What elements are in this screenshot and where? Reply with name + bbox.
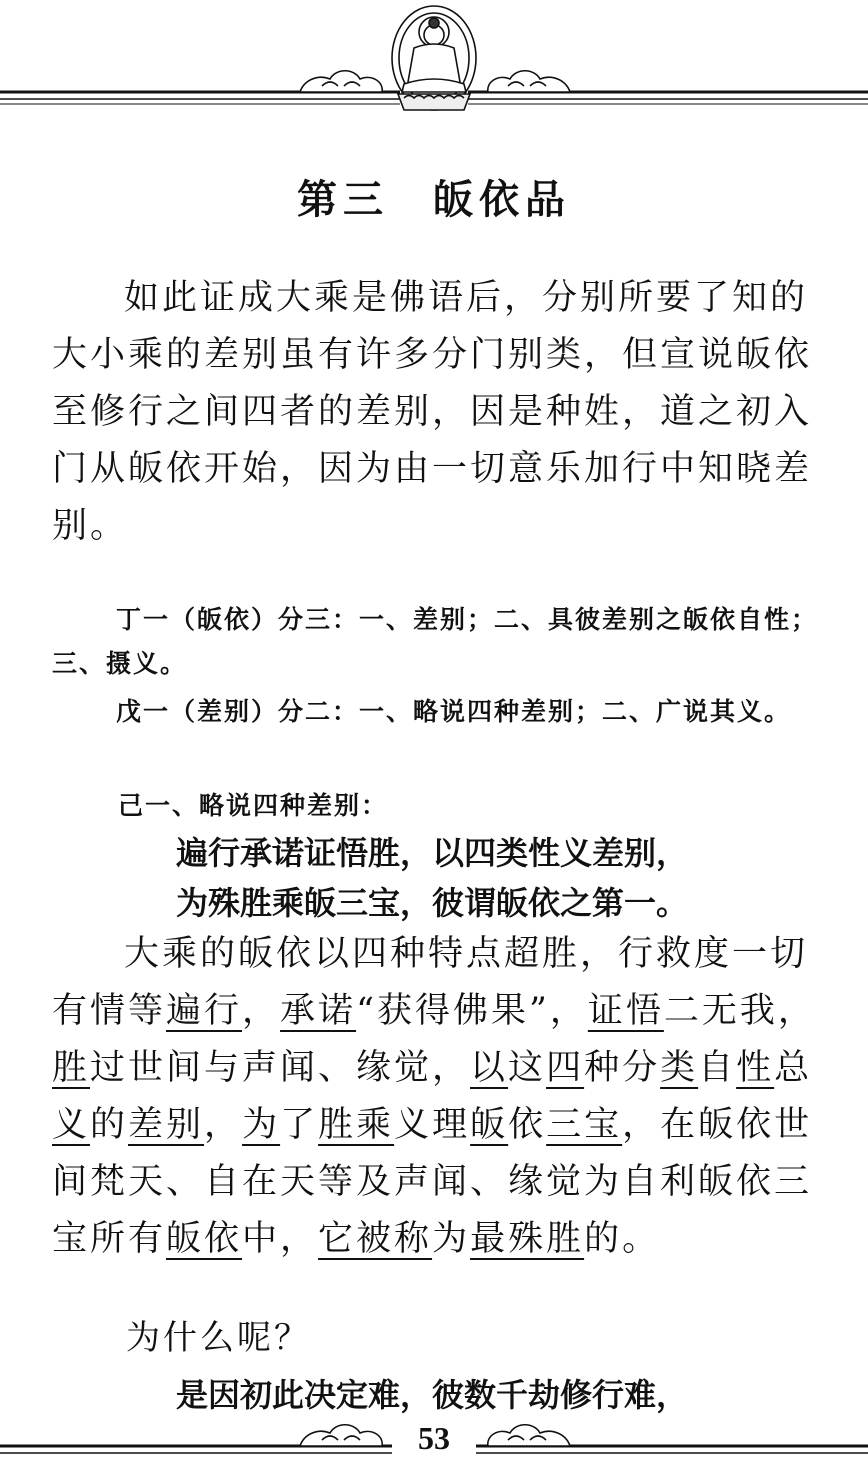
chapter-name: 皈依品 — [433, 177, 571, 223]
underlined-term: 最殊胜 — [470, 1219, 585, 1259]
underlined-term: 皈 — [470, 1105, 509, 1145]
chapter-title — [0, 168, 868, 225]
commentary-text: 自 — [698, 1048, 737, 1088]
commentary-text: 了 — [280, 1105, 319, 1145]
commentary-text: 二无我， — [663, 991, 816, 1031]
underlined-term: 性 — [736, 1048, 775, 1088]
commentary-text: 依 — [508, 1105, 547, 1145]
outline-heading-2: 戊一（差别）分二：一、略说四种差别；二、广说其义。 — [116, 697, 792, 726]
root-verse — [176, 828, 816, 928]
header-ornament — [0, 0, 868, 120]
verse-line: 是因初此决定难，彼数千劫修行难， — [176, 1377, 689, 1413]
commentary-text: 的 — [90, 1105, 129, 1145]
underlined-term: 它被称 — [318, 1219, 433, 1259]
commentary-text: 这 — [508, 1048, 547, 1088]
page-number: 53 — [418, 1420, 450, 1456]
underlined-term: 胜乘 — [318, 1105, 395, 1145]
commentary-text: 中， — [242, 1219, 319, 1259]
verse-line: 遍行承诺证悟胜，以四类性义差别， — [176, 835, 689, 871]
underlined-term: 证悟 — [587, 991, 664, 1031]
verse-line: 为殊胜乘皈三宝，彼谓皈依之第一。 — [176, 885, 689, 921]
intro-paragraph: 如此证成大乘是佛语后，分别所要了知的大小乘的差别虽有许多分门别类，但宣说皈依至修行之间四者的差别，因是种姓，道之初入门从皈依开始，因为由一切意乐加行中知晓差别。 — [52, 278, 813, 546]
commentary-text: 义理 — [394, 1105, 471, 1145]
underlined-term: 皈依 — [166, 1219, 243, 1259]
underlined-term: 为 — [242, 1105, 281, 1145]
outline-heading-3: 己一、略说四种差别： — [118, 791, 389, 820]
commentary-text: “获得佛果”， — [356, 991, 588, 1031]
commentary-text: 过世间与声闻、缘觉， — [90, 1048, 471, 1088]
underlined-term: 胜 — [52, 1048, 91, 1088]
commentary-text: 为 — [432, 1219, 471, 1259]
buddha-image — [392, 6, 476, 110]
commentary-text: 的。 — [584, 1219, 661, 1259]
underlined-term: 类 — [660, 1048, 699, 1088]
commentary-text: ， — [242, 991, 281, 1031]
underlined-term: 遍行 — [166, 991, 243, 1031]
cloud-ornament-right — [488, 71, 570, 92]
cloud-ornament-right — [488, 1425, 570, 1446]
underlined-term: 义 — [52, 1105, 91, 1145]
underlined-term: 三宝 — [546, 1105, 623, 1145]
underlined-term: 差别 — [128, 1105, 205, 1145]
commentary-text: 种分 — [584, 1048, 661, 1088]
outline-heading-1: 丁一（皈依）分三：一、差别；二、具彼差别之皈依自性；三、摄义。 — [52, 605, 819, 678]
commentary-text: 总 — [774, 1048, 813, 1088]
commentary-text: ， — [204, 1105, 243, 1145]
chapter-number: 第三 — [297, 177, 389, 223]
question-line: 为什么呢？ — [126, 1318, 311, 1358]
underlined-term: 承诺 — [280, 991, 357, 1031]
commentary-text: 大乘的皈依以四种特点超胜，行救度一切有情等 — [52, 934, 809, 1031]
cloud-ornament-left — [300, 1425, 382, 1446]
underlined-term: 以 — [470, 1048, 509, 1088]
commentary-paragraph — [52, 926, 836, 1268]
cloud-ornament-left — [300, 71, 382, 92]
commentary-text: ，在皈依世间梵天、自在天等及声闻、缘觉为自利皈依三宝所有 — [52, 1105, 813, 1259]
underlined-term: 四 — [546, 1048, 585, 1088]
